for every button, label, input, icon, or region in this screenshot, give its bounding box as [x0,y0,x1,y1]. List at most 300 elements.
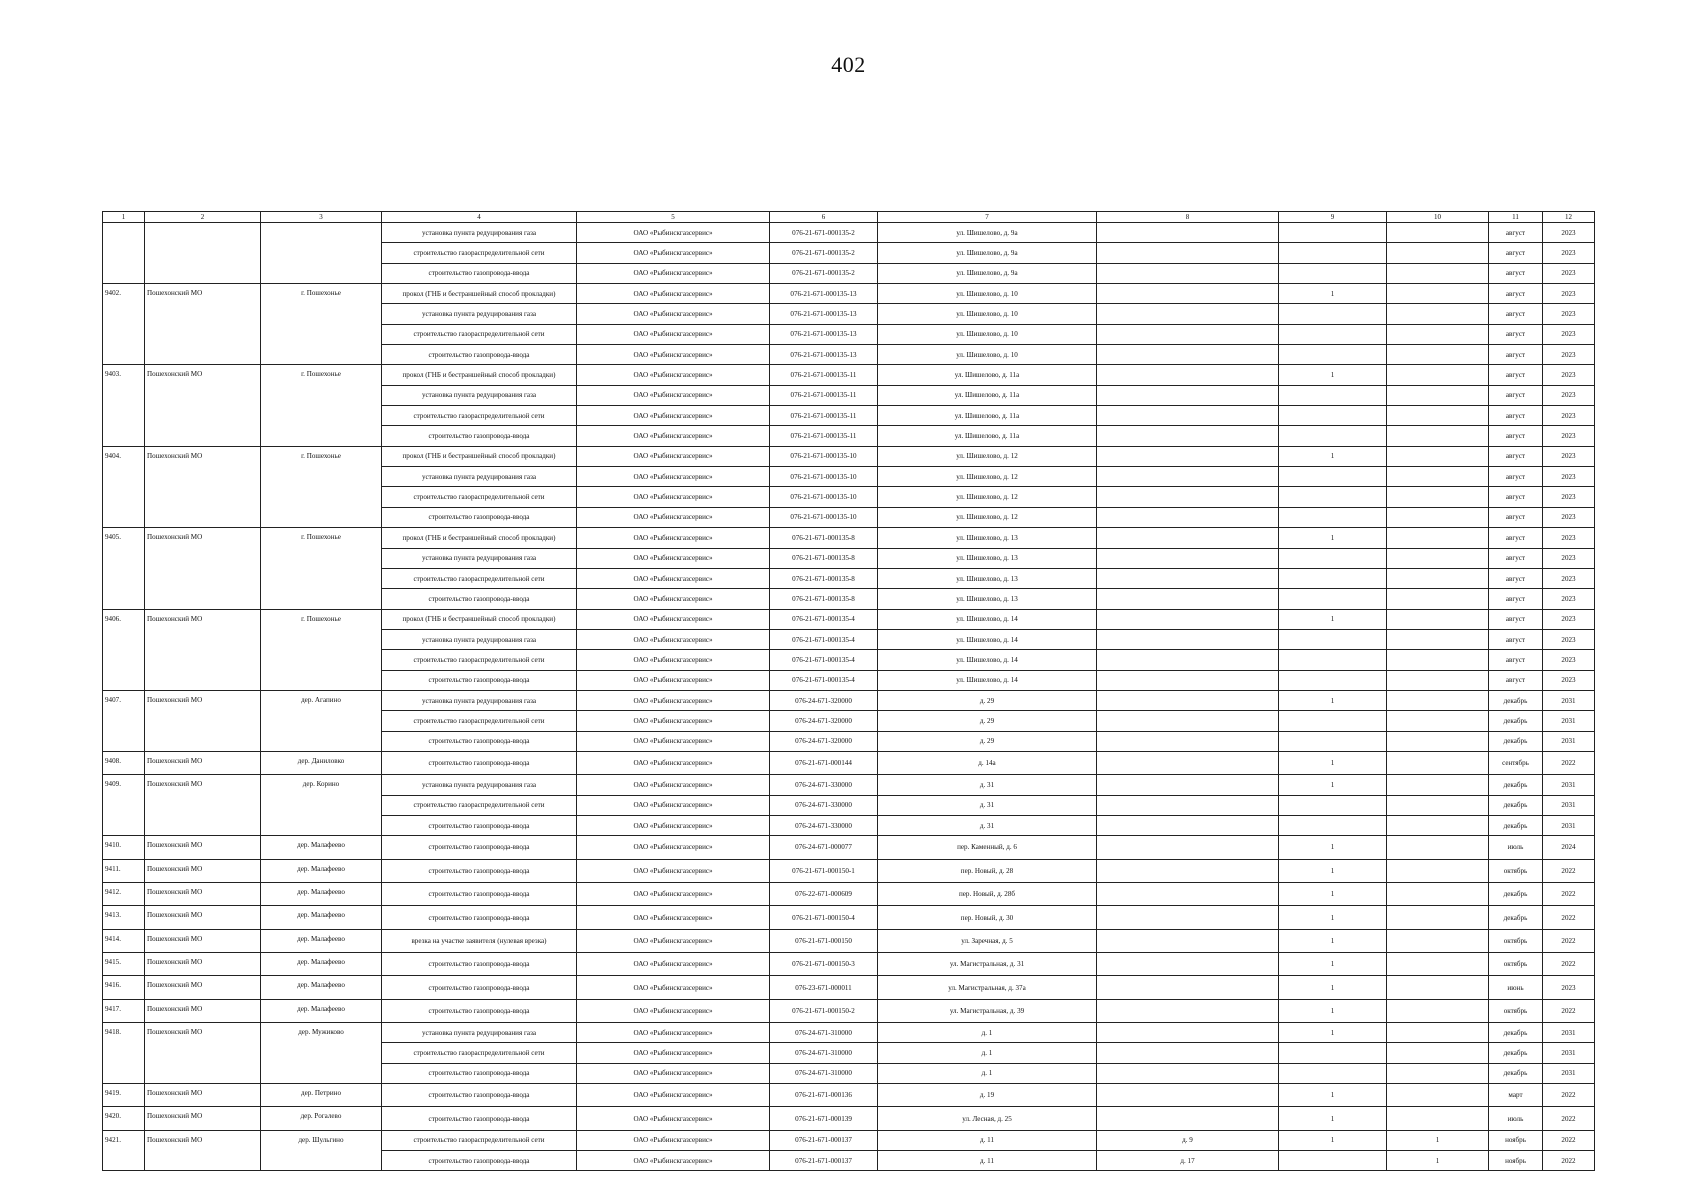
column-10-cell [1387,345,1489,365]
table-row [103,929,1595,952]
column-8-cell [1097,568,1279,588]
table-row [103,609,1595,629]
work-type-cell: установка пункта редуцирования газа [382,304,577,324]
column-8-cell [1097,406,1279,426]
year-cell: 2023 [1543,365,1595,385]
month-cell: август [1489,650,1543,670]
column-8-cell [1097,324,1279,344]
column-10-cell [1387,999,1489,1022]
organization-cell: ОАО «Рыбинскгазсервис» [577,406,770,426]
table-row [103,1023,1595,1043]
application-code-cell: 076-21-671-000135-2 [770,263,878,283]
organization-cell: ОАО «Рыбинскгазсервис» [577,731,770,751]
month-cell: август [1489,670,1543,690]
year-cell: 2023 [1543,243,1595,263]
address-cell: ул. Шишелово, д. 12 [878,507,1097,527]
application-code-cell: 076-21-671-000150-1 [770,859,878,882]
entry-number-cell: 9420. [103,1107,145,1130]
application-code-cell: 076-21-671-000139 [770,1107,878,1130]
municipality-cell: Пошехонский МО [145,775,261,836]
column-8-cell [1097,929,1279,952]
address-cell: ул. Шишелово, д. 10 [878,284,1097,304]
month-cell: ноябрь [1489,1151,1543,1171]
column-8-cell [1097,836,1279,859]
column-10-cell [1387,568,1489,588]
locality-cell: г. Пошехонье [261,365,382,446]
work-type-cell: строительство газопровода-ввода [382,507,577,527]
application-code-cell: 076-21-671-000135-8 [770,568,878,588]
locality-cell: дер. Малафеево [261,906,382,929]
municipality-cell: Пошехонский МО [145,999,261,1022]
column-10-cell [1387,1063,1489,1083]
column-10-cell [1387,953,1489,976]
year-cell: 2031 [1543,775,1595,795]
column-8-cell [1097,345,1279,365]
table-row [103,883,1595,906]
address-cell: ул. Шишелово, д. 13 [878,589,1097,609]
work-type-cell: строительство газораспределительной сети [382,650,577,670]
column-9-cell: 1 [1279,999,1387,1022]
work-type-cell: строительство газораспределительной сети [382,568,577,588]
table-row [103,690,1595,710]
address-cell: ул. Шишелово, д. 14 [878,629,1097,649]
entry-number-cell: 9403. [103,365,145,446]
year-cell: 2023 [1543,263,1595,283]
entry-number-cell: 9411. [103,859,145,882]
entry-number-cell: 9421. [103,1130,145,1171]
column-10-cell [1387,1023,1489,1043]
application-code-cell: 076-21-671-000150-4 [770,906,878,929]
column-8-cell [1097,629,1279,649]
entry-number-cell: 9408. [103,751,145,774]
locality-cell: дер. Малафеево [261,836,382,859]
column-10-cell [1387,406,1489,426]
application-code-cell: 076-21-671-000135-8 [770,548,878,568]
column-9-cell: 1 [1279,690,1387,710]
month-cell: декабрь [1489,795,1543,815]
column-8-cell [1097,243,1279,263]
column-8-cell [1097,548,1279,568]
organization-cell: ОАО «Рыбинскгазсервис» [577,446,770,466]
column-9-cell [1279,795,1387,815]
year-cell: 2022 [1543,999,1595,1022]
organization-cell: ОАО «Рыбинскгазсервис» [577,906,770,929]
municipality-cell: Пошехонский МО [145,284,261,365]
year-cell: 2031 [1543,711,1595,731]
organization-cell: ОАО «Рыбинскгазсервис» [577,976,770,999]
column-8-cell [1097,976,1279,999]
application-code-cell: 076-21-671-000135-8 [770,589,878,609]
application-code-cell: 076-21-671-000135-10 [770,446,878,466]
column-9-cell: 1 [1279,609,1387,629]
column-10-cell [1387,304,1489,324]
column-number-header [103,212,1595,223]
column-10-cell [1387,243,1489,263]
column-10-cell [1387,929,1489,952]
work-type-cell: строительство газопровода-ввода [382,1107,577,1130]
column-8-cell [1097,670,1279,690]
application-code-cell: 076-21-671-000135-10 [770,507,878,527]
address-cell: ул. Шишелово, д. 9а [878,223,1097,243]
application-code-cell: 076-24-671-000077 [770,836,878,859]
address-cell: ул. Заречная, д. 5 [878,929,1097,952]
column-number-6: 6 [770,212,878,223]
year-cell: 2023 [1543,385,1595,405]
entry-number-cell: 9402. [103,284,145,365]
year-cell: 2023 [1543,345,1595,365]
table-row [103,751,1595,774]
year-cell: 2031 [1543,815,1595,835]
address-cell: ул. Шишелово, д. 13 [878,528,1097,548]
month-cell: август [1489,629,1543,649]
column-9-cell: 1 [1279,528,1387,548]
entry-number-cell: 9415. [103,953,145,976]
month-cell: август [1489,568,1543,588]
work-type-cell: строительство газораспределительной сети [382,324,577,344]
column-10-cell [1387,223,1489,243]
organization-cell: ОАО «Рыбинскгазсервис» [577,243,770,263]
year-cell: 2023 [1543,589,1595,609]
address-cell: ул. Шишелово, д. 10 [878,304,1097,324]
column-10-cell [1387,859,1489,882]
application-code-cell: 076-24-671-310000 [770,1023,878,1043]
column-10-cell [1387,906,1489,929]
year-cell: 2023 [1543,284,1595,304]
column-8-cell [1097,284,1279,304]
column-9-cell [1279,223,1387,243]
locality-cell: г. Пошехонье [261,609,382,690]
year-cell: 2022 [1543,1130,1595,1150]
column-9-cell [1279,731,1387,751]
locality-cell: дер. Даниловко [261,751,382,774]
year-cell: 2023 [1543,629,1595,649]
year-cell: 2031 [1543,1023,1595,1043]
address-cell: д. 1 [878,1063,1097,1083]
work-type-cell: строительство газораспределительной сети [382,243,577,263]
work-type-cell: строительство газопровода-ввода [382,345,577,365]
application-code-cell: 076-21-671-000135-13 [770,304,878,324]
year-cell: 2022 [1543,906,1595,929]
locality-cell: дер. Корино [261,775,382,836]
organization-cell: ОАО «Рыбинскгазсервис» [577,304,770,324]
organization-cell: ОАО «Рыбинскгазсервис» [577,953,770,976]
organization-cell: ОАО «Рыбинскгазсервис» [577,883,770,906]
month-cell: декабрь [1489,815,1543,835]
gasification-registry-table [102,211,1595,1171]
address-cell: ул. Магистральная, д. 39 [878,999,1097,1022]
column-9-cell [1279,406,1387,426]
year-cell: 2022 [1543,1084,1595,1107]
column-9-cell [1279,304,1387,324]
column-10-cell [1387,650,1489,670]
year-cell: 2023 [1543,976,1595,999]
address-cell: ул. Шишелово, д. 11а [878,406,1097,426]
column-10-cell [1387,446,1489,466]
work-type-cell: установка пункта редуцирования газа [382,223,577,243]
year-cell: 2031 [1543,1063,1595,1083]
month-cell: декабрь [1489,690,1543,710]
address-cell: д. 1 [878,1043,1097,1063]
organization-cell: ОАО «Рыбинскгазсервис» [577,1130,770,1150]
locality-cell: дер. Рогалево [261,1107,382,1130]
work-type-cell: строительство газопровода-ввода [382,953,577,976]
column-8-cell [1097,815,1279,835]
column-number-12: 12 [1543,212,1595,223]
month-cell: ноябрь [1489,1130,1543,1150]
application-code-cell: 076-21-671-000135-10 [770,467,878,487]
address-cell: д. 11 [878,1151,1097,1171]
column-8-cell [1097,528,1279,548]
organization-cell: ОАО «Рыбинскгазсервис» [577,1063,770,1083]
organization-cell: ОАО «Рыбинскгазсервис» [577,324,770,344]
organization-cell: ОАО «Рыбинскгазсервис» [577,365,770,385]
year-cell: 2023 [1543,609,1595,629]
address-cell: ул. Лесная, д. 25 [878,1107,1097,1130]
column-8-cell [1097,487,1279,507]
column-10-cell [1387,467,1489,487]
organization-cell: ОАО «Рыбинскгазсервис» [577,345,770,365]
column-10-cell [1387,976,1489,999]
column-8-cell [1097,650,1279,670]
column-8-cell [1097,711,1279,731]
application-code-cell: 076-21-671-000135-4 [770,670,878,690]
municipality-cell: Пошехонский МО [145,609,261,690]
application-code-cell: 076-21-671-000144 [770,751,878,774]
month-cell: август [1489,609,1543,629]
column-8-cell [1097,1084,1279,1107]
table-row [103,1084,1595,1107]
month-cell: август [1489,284,1543,304]
entry-number-cell: 9407. [103,690,145,751]
locality-cell: г. Пошехонье [261,446,382,527]
application-code-cell: 076-22-671-000609 [770,883,878,906]
table-row [103,836,1595,859]
organization-cell: ОАО «Рыбинскгазсервис» [577,1084,770,1107]
organization-cell: ОАО «Рыбинскгазсервис» [577,795,770,815]
address-cell: ул. Шишелово, д. 14 [878,670,1097,690]
address-cell: д. 29 [878,690,1097,710]
work-type-cell: строительство газопровода-ввода [382,731,577,751]
year-cell: 2023 [1543,487,1595,507]
column-8-cell [1097,1063,1279,1083]
table-row [103,528,1595,548]
column-8-cell [1097,953,1279,976]
year-cell: 2031 [1543,731,1595,751]
application-code-cell: 076-21-671-000135-8 [770,528,878,548]
column-8-cell [1097,507,1279,527]
column-9-cell [1279,1043,1387,1063]
address-cell: ул. Шишелово, д. 10 [878,324,1097,344]
column-number-5: 5 [577,212,770,223]
work-type-cell: врезка на участке заявителя (нулевая врезка) [382,929,577,952]
address-cell: ул. Шишелово, д. 13 [878,548,1097,568]
column-8-cell [1097,883,1279,906]
entry-number-cell: 9410. [103,836,145,859]
application-code-cell: 076-21-671-000135-2 [770,243,878,263]
application-code-cell: 076-21-671-000137 [770,1151,878,1171]
application-code-cell: 076-24-671-320000 [770,731,878,751]
municipality-cell: Пошехонский МО [145,1130,261,1171]
work-type-cell: строительство газопровода-ввода [382,426,577,446]
column-9-cell: 1 [1279,883,1387,906]
address-cell: д. 29 [878,711,1097,731]
organization-cell: ОАО «Рыбинскгазсервис» [577,815,770,835]
column-8-cell [1097,589,1279,609]
column-9-cell [1279,487,1387,507]
table-row [103,859,1595,882]
work-type-cell: строительство газораспределительной сети [382,711,577,731]
column-10-cell [1387,548,1489,568]
application-code-cell: 076-24-671-330000 [770,775,878,795]
year-cell: 2023 [1543,467,1595,487]
address-cell: д. 31 [878,795,1097,815]
organization-cell: ОАО «Рыбинскгазсервис» [577,609,770,629]
locality-cell: г. Пошехонье [261,284,382,365]
column-9-cell [1279,589,1387,609]
column-10-cell [1387,883,1489,906]
month-cell: декабрь [1489,1063,1543,1083]
month-cell: декабрь [1489,775,1543,795]
column-8-cell [1097,467,1279,487]
municipality-cell [145,223,261,284]
application-code-cell: 076-21-671-000150-3 [770,953,878,976]
column-10-cell [1387,836,1489,859]
column-8-cell [1097,426,1279,446]
municipality-cell: Пошехонский МО [145,929,261,952]
column-10-cell: 1 [1387,1130,1489,1150]
column-number-9: 9 [1279,212,1387,223]
column-9-cell: 1 [1279,1023,1387,1043]
address-cell: д. 1 [878,1023,1097,1043]
column-10-cell [1387,609,1489,629]
year-cell: 2023 [1543,528,1595,548]
organization-cell: ОАО «Рыбинскгазсервис» [577,711,770,731]
work-type-cell: строительство газопровода-ввода [382,670,577,690]
work-type-cell: строительство газопровода-ввода [382,883,577,906]
column-9-cell: 1 [1279,1107,1387,1130]
address-cell: д. 14а [878,751,1097,774]
work-type-cell: строительство газопровода-ввода [382,976,577,999]
entry-number-cell: 9409. [103,775,145,836]
work-type-cell: установка пункта редуцирования газа [382,467,577,487]
application-code-cell: 076-21-671-000136 [770,1084,878,1107]
column-10-cell [1387,690,1489,710]
work-type-cell: строительство газопровода-ввода [382,1063,577,1083]
year-cell: 2022 [1543,1151,1595,1171]
application-code-cell: 076-21-671-000135-2 [770,223,878,243]
year-cell: 2022 [1543,751,1595,774]
municipality-cell: Пошехонский МО [145,528,261,609]
year-cell: 2031 [1543,690,1595,710]
column-8-cell [1097,385,1279,405]
column-8-cell [1097,304,1279,324]
municipality-cell: Пошехонский МО [145,906,261,929]
entry-number-cell: 9417. [103,999,145,1022]
address-cell: ул. Шишелово, д. 12 [878,487,1097,507]
address-cell: ул. Шишелово, д. 14 [878,650,1097,670]
address-cell: пер. Новый, д. 28 [878,859,1097,882]
column-9-cell [1279,345,1387,365]
month-cell: декабрь [1489,731,1543,751]
month-cell: октябрь [1489,953,1543,976]
month-cell: июль [1489,1107,1543,1130]
year-cell: 2023 [1543,650,1595,670]
column-9-cell [1279,263,1387,283]
column-9-cell: 1 [1279,836,1387,859]
work-type-cell: установка пункта редуцирования газа [382,690,577,710]
locality-cell: дер. Малафеево [261,976,382,999]
address-cell: д. 31 [878,775,1097,795]
municipality-cell: Пошехонский МО [145,690,261,751]
column-10-cell [1387,775,1489,795]
entry-number-cell: 9419. [103,1084,145,1107]
locality-cell: дер. Мужиково [261,1023,382,1084]
month-cell: август [1489,243,1543,263]
table-row [103,365,1595,385]
table-row [103,223,1595,243]
column-10-cell [1387,365,1489,385]
column-10-cell [1387,284,1489,304]
year-cell: 2023 [1543,324,1595,344]
column-8-cell [1097,731,1279,751]
column-number-11: 11 [1489,212,1543,223]
column-number-10: 10 [1387,212,1489,223]
column-8-cell: д. 17 [1097,1151,1279,1171]
work-type-cell: прокол (ГНБ и бестраншейный способ прокладки) [382,528,577,548]
application-code-cell: 076-21-671-000135-11 [770,426,878,446]
organization-cell: ОАО «Рыбинскгазсервис» [577,836,770,859]
entry-number-cell: 9414. [103,929,145,952]
column-9-cell [1279,467,1387,487]
month-cell: август [1489,385,1543,405]
month-cell: август [1489,345,1543,365]
month-cell: октябрь [1489,999,1543,1022]
organization-cell: ОАО «Рыбинскгазсервис» [577,467,770,487]
month-cell: декабрь [1489,711,1543,731]
organization-cell: ОАО «Рыбинскгазсервис» [577,650,770,670]
month-cell: август [1489,467,1543,487]
work-type-cell: строительство газораспределительной сети [382,487,577,507]
address-cell: ул. Шишелово, д. 12 [878,467,1097,487]
column-8-cell [1097,223,1279,243]
address-cell: ул. Шишелово, д. 9а [878,243,1097,263]
table-row [103,1130,1595,1150]
organization-cell: ОАО «Рыбинскгазсервис» [577,385,770,405]
organization-cell: ОАО «Рыбинскгазсервис» [577,1043,770,1063]
column-10-cell [1387,589,1489,609]
application-code-cell: 076-24-671-330000 [770,815,878,835]
application-code-cell: 076-21-671-000135-13 [770,284,878,304]
work-type-cell: установка пункта редуцирования газа [382,548,577,568]
column-number-2: 2 [145,212,261,223]
organization-cell: ОАО «Рыбинскгазсервис» [577,284,770,304]
column-9-cell: 1 [1279,775,1387,795]
work-type-cell: установка пункта редуцирования газа [382,775,577,795]
municipality-cell: Пошехонский МО [145,446,261,527]
column-9-cell [1279,815,1387,835]
application-code-cell: 076-21-671-000150-2 [770,999,878,1022]
month-cell: сентябрь [1489,751,1543,774]
organization-cell: ОАО «Рыбинскгазсервис» [577,690,770,710]
year-cell: 2024 [1543,836,1595,859]
month-cell: декабрь [1489,883,1543,906]
application-code-cell: 076-24-671-310000 [770,1043,878,1063]
column-9-cell: 1 [1279,906,1387,929]
year-cell: 2023 [1543,304,1595,324]
entry-number-cell: 9404. [103,446,145,527]
application-code-cell: 076-21-671-000150 [770,929,878,952]
month-cell: август [1489,446,1543,466]
